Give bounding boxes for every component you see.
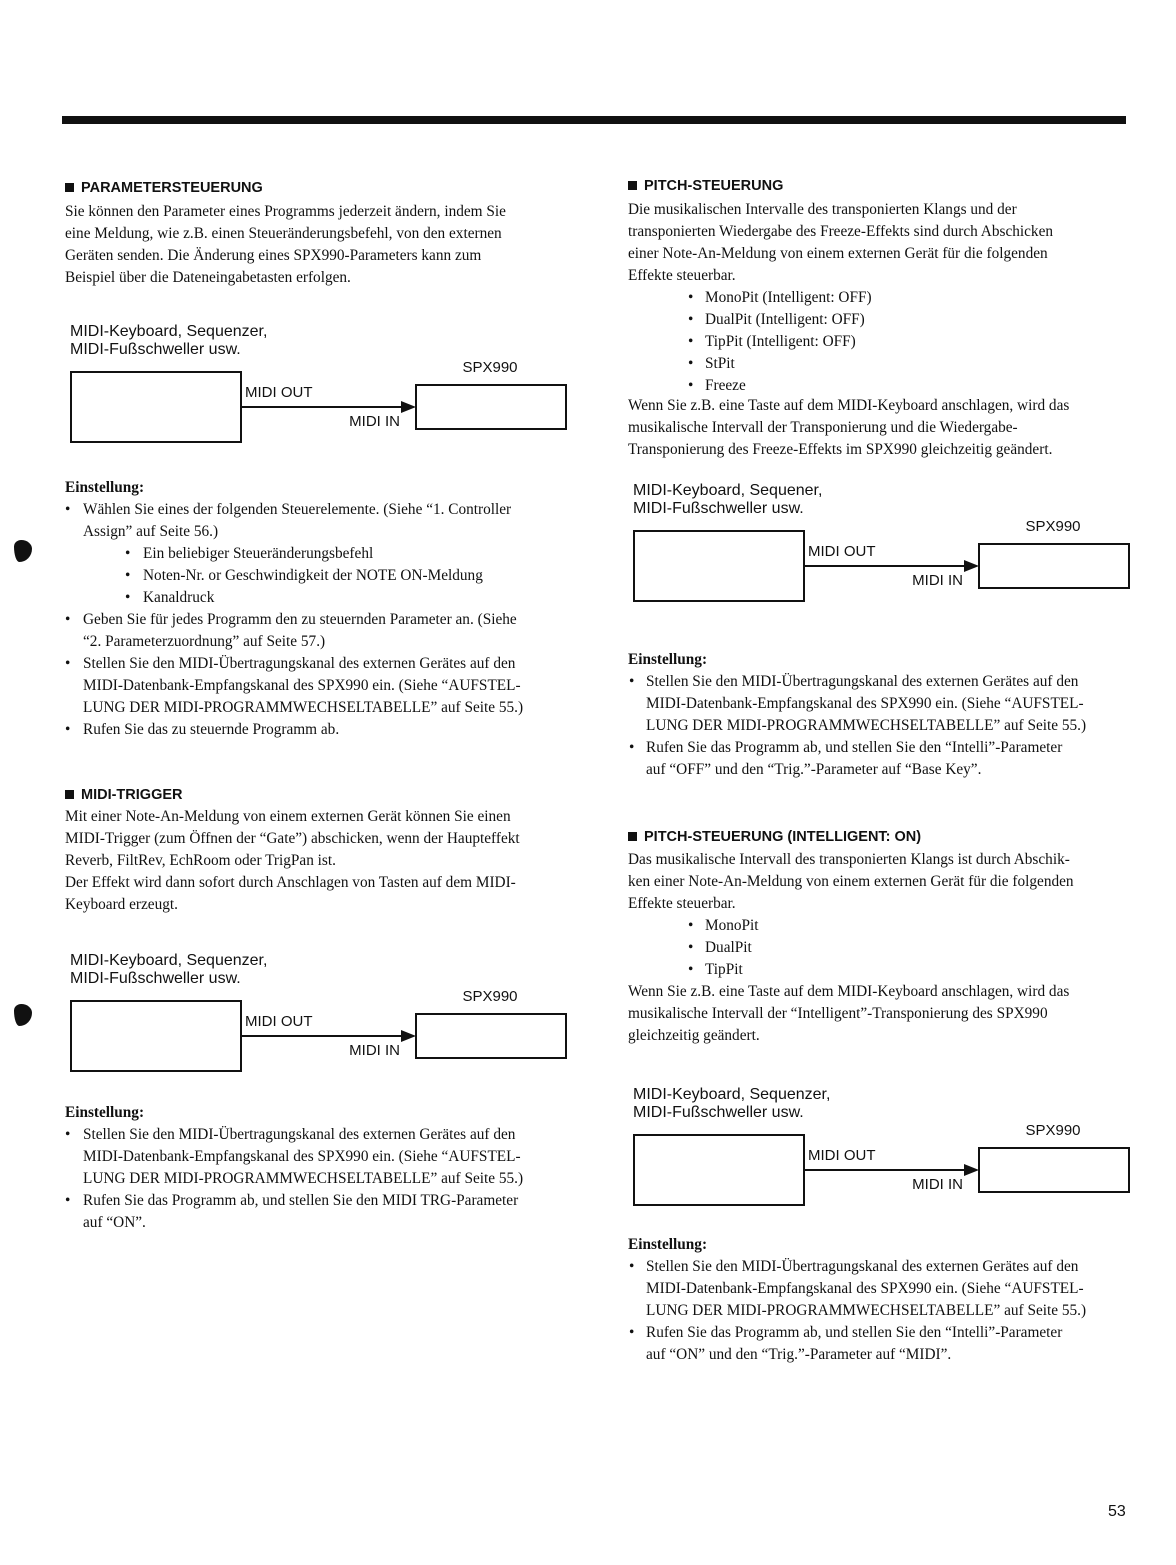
- midi-cable-line: [240, 406, 405, 408]
- list-block: [628, 287, 872, 397]
- bullets-block: [65, 477, 523, 741]
- bullets-block: [628, 1234, 1086, 1366]
- list-item: [628, 353, 872, 375]
- heading-block: [65, 784, 183, 806]
- paragraph-line: Die musikalischen Intervalle des transponierten Klangs und der: [628, 201, 1017, 218]
- spx990-box: [415, 384, 567, 430]
- midi-connection-diagram: [65, 323, 575, 448]
- paragraph-line: Geräten senden. Die Änderung eines SPX990-Parameters kann zum: [65, 247, 482, 264]
- bullet-icon: •: [65, 611, 71, 628]
- list-item-text: MonoPit: [705, 917, 759, 934]
- bullet-text: auf “ON” und den “Trig.”-Parameter auf “MIDI”.: [646, 1346, 952, 1363]
- bullet-text: “2. Parameterzuordnung” auf Seite 57.): [83, 633, 326, 650]
- para-block: [628, 981, 1069, 1047]
- paragraph-line: Der Effekt wird dann sofort durch Anschlagen von Tasten auf dem MIDI-: [65, 874, 516, 891]
- bullet-line: [65, 543, 523, 565]
- paragraph-line: Reverb, FiltRev, EchRoom oder TrigPan ist.: [65, 852, 336, 869]
- paragraph-line: musikalische Intervall der Transponierung und die Wiedergabe-: [628, 419, 1018, 436]
- square-bullet-icon: [65, 790, 74, 799]
- bullet-text: Rufen Sie das Programm ab, und stellen Sie den “Intelli”-Parameter: [646, 739, 1063, 756]
- bullet-text: Rufen Sie das Programm ab, und stellen Sie den MIDI TRG-Parameter: [83, 1192, 519, 1209]
- bullet-icon: •: [65, 1192, 71, 1209]
- bullet-icon: •: [629, 739, 635, 756]
- midi-in-label: MIDI IN: [349, 1042, 400, 1059]
- bullet-icon: •: [688, 355, 694, 372]
- bullet-icon: •: [125, 589, 131, 606]
- paragraph-line: Effekte steuerbar.: [628, 267, 736, 284]
- bullet-text: MIDI-Datenbank-Empfangskanal des SPX990 ein. (Siehe “AUFSTEL-: [83, 1148, 521, 1165]
- bullet-text: Stellen Sie den MIDI-Übertragungskanal des externen Gerätes auf den: [83, 1126, 516, 1143]
- bullet-text: MIDI-Datenbank-Empfangskanal des SPX990 ein. (Siehe “AUFSTEL-: [646, 1280, 1084, 1297]
- bullet-line: [65, 1124, 523, 1146]
- spx990-box: [415, 1013, 567, 1059]
- section-heading: [65, 784, 183, 806]
- bullet-line: [65, 609, 523, 631]
- paragraph-line: gleichzeitig geändert.: [628, 1027, 760, 1044]
- bullet-text: Assign” auf Seite 56.): [83, 523, 219, 540]
- bullets-block: [65, 1102, 523, 1234]
- bullet-text: Rufen Sie das Programm ab, und stellen Sie den “Intelli”-Parameter: [646, 1324, 1063, 1341]
- bullet-icon: •: [688, 333, 694, 350]
- bullet-icon: •: [688, 961, 694, 978]
- bullet-text: Rufen Sie das zu steuernde Programm ab.: [83, 721, 340, 738]
- bullet-line: [65, 1146, 523, 1168]
- paragraph-line: Keyboard erzeugt.: [65, 896, 178, 913]
- spx990-box: [978, 543, 1130, 589]
- paragraph-line: MIDI-Trigger (zum Öffnen der “Gate”) abschicken, wenn der Haupteffekt: [65, 830, 520, 847]
- bullet-icon: •: [688, 377, 694, 394]
- bullet-line: [628, 1256, 1086, 1278]
- midi-out-label: MIDI OUT: [245, 384, 313, 401]
- midi-in-label: MIDI IN: [912, 1176, 963, 1193]
- bullet-line: [628, 715, 1086, 737]
- heading-text: PITCH-STEUERUNG: [644, 178, 784, 194]
- para-block: [628, 849, 1074, 915]
- square-bullet-icon: [628, 181, 637, 190]
- arrow-right-icon: [401, 401, 416, 413]
- heading-block: [628, 175, 783, 197]
- bullet-icon: •: [629, 1324, 635, 1341]
- bullet-line: [65, 653, 523, 675]
- midi-in-label: MIDI IN: [349, 413, 400, 430]
- header-rule: [62, 116, 1126, 124]
- bullet-line: [628, 1322, 1086, 1344]
- bullets-block: [628, 649, 1086, 781]
- paragraph-line: Transponierung des Freeze-Effekts im SPX990 gleichzeitig geändert.: [628, 441, 1053, 458]
- bullet-line: [628, 737, 1086, 759]
- source-device-label: MIDI-Fußschweller usw.: [70, 341, 241, 358]
- spx990-label: SPX990: [1025, 1122, 1081, 1139]
- bullet-text: MIDI-Datenbank-Empfangskanal des SPX990 ein. (Siehe “AUFSTEL-: [646, 695, 1084, 712]
- list-item: [628, 959, 759, 981]
- bullet-line: [628, 671, 1086, 693]
- bullet-icon: •: [125, 545, 131, 562]
- heading-block: [65, 177, 263, 199]
- bullet-icon: •: [688, 917, 694, 934]
- midi-connection-diagram: [628, 1086, 1138, 1211]
- source-device-box: [633, 530, 805, 602]
- bullet-line: [65, 521, 523, 543]
- square-bullet-icon: [628, 832, 637, 841]
- list-item-text: Freeze: [705, 377, 746, 394]
- paragraph-line: Wenn Sie z.B. eine Taste auf dem MIDI-Keyboard anschlagen, wird das: [628, 397, 1070, 414]
- settings-heading: Einstellung:: [628, 651, 708, 668]
- source-device-box: [633, 1134, 805, 1206]
- midi-connection-diagram: [65, 952, 575, 1077]
- bullet-text: Kanaldruck: [143, 589, 215, 606]
- source-device-box: [70, 371, 242, 443]
- heading-text: PITCH-STEUERUNG (INTELLIGENT: ON): [644, 829, 922, 845]
- paragraph-line: Beispiel über die Dateneingabetasten erfolgen.: [65, 269, 351, 286]
- bullet-text: LUNG DER MIDI-PROGRAMMWECHSELTABELLE” auf Seite 55.): [646, 717, 1087, 734]
- bullet-line: [65, 1212, 523, 1234]
- bullet-icon: •: [688, 289, 694, 306]
- midi-cable-line: [803, 565, 968, 567]
- list-item: [628, 915, 759, 937]
- midi-out-label: MIDI OUT: [245, 1013, 313, 1030]
- para-block: [628, 395, 1069, 461]
- list-item-text: StPit: [705, 355, 735, 372]
- bullet-icon: •: [125, 567, 131, 584]
- list-item-text: DualPit (Intelligent: OFF): [705, 311, 865, 328]
- paragraph-line: Mit einer Note-An-Meldung von einem externen Gerät können Sie einen: [65, 808, 511, 825]
- bullet-icon: •: [629, 1258, 635, 1275]
- source-device-label: MIDI-Keyboard, Sequenzer,: [70, 952, 268, 969]
- spx990-box: [978, 1147, 1130, 1193]
- midi-cable-line: [240, 1035, 405, 1037]
- bullet-text: LUNG DER MIDI-PROGRAMMWECHSELTABELLE” auf Seite 55.): [646, 1302, 1087, 1319]
- arrow-right-icon: [964, 560, 979, 572]
- list-item: [628, 309, 872, 331]
- bullet-line: [65, 499, 523, 521]
- midi-out-label: MIDI OUT: [808, 543, 876, 560]
- spx990-label: SPX990: [462, 359, 518, 376]
- heading-text: MIDI-TRIGGER: [81, 787, 183, 803]
- bullet-text: auf “ON”.: [83, 1214, 146, 1231]
- section-heading: [628, 175, 783, 197]
- bullet-text: LUNG DER MIDI-PROGRAMMWECHSELTABELLE” auf Seite 55.): [83, 699, 524, 716]
- bullet-text: Wählen Sie eines der folgenden Steuerelemente. (Siehe “1. Controller: [83, 501, 512, 518]
- section-heading: [65, 177, 263, 199]
- bullet-icon: •: [65, 655, 71, 672]
- list-item-text: DualPit: [705, 939, 752, 956]
- bullet-line: [628, 1344, 1086, 1366]
- source-device-label: MIDI-Keyboard, Sequener,: [633, 482, 823, 499]
- scan-mark-icon: [14, 1004, 32, 1026]
- paragraph-line: einer Note-An-Meldung von einem externen Gerät für die folgenden: [628, 245, 1048, 262]
- list-block: [628, 915, 759, 981]
- bullet-text: auf “OFF” und den “Trig.”-Parameter auf “Base Key”.: [646, 761, 982, 778]
- bullet-line: [65, 565, 523, 587]
- bullet-text: Ein beliebiger Steueränderungsbefehl: [143, 545, 374, 562]
- midi-out-label: MIDI OUT: [808, 1147, 876, 1164]
- para-block: [65, 806, 520, 916]
- list-item-text: TipPit (Intelligent: OFF): [705, 333, 856, 350]
- section-heading: [628, 826, 921, 848]
- bullet-line: [65, 1190, 523, 1212]
- bullet-line: [628, 693, 1086, 715]
- heading-text: PARAMETERSTEUERUNG: [81, 180, 263, 196]
- list-item: [628, 331, 872, 353]
- source-device-box: [70, 1000, 242, 1072]
- bullet-line: [65, 675, 523, 697]
- bullet-line: [65, 719, 523, 741]
- bullet-text: Stellen Sie den MIDI-Übertragungskanal des externen Gerätes auf den: [83, 655, 516, 672]
- bullet-line: [65, 587, 523, 609]
- bullet-icon: •: [65, 501, 71, 518]
- list-item: [628, 375, 872, 397]
- arrow-right-icon: [964, 1164, 979, 1176]
- bullet-text: LUNG DER MIDI-PROGRAMMWECHSELTABELLE” auf Seite 55.): [83, 1170, 524, 1187]
- bullet-icon: •: [65, 1126, 71, 1143]
- page-number: 53: [1108, 1503, 1126, 1520]
- bullet-text: Noten-Nr. or Geschwindigkeit der NOTE ON-Meldung: [143, 567, 483, 584]
- midi-in-label: MIDI IN: [912, 572, 963, 589]
- list-item: [628, 287, 872, 309]
- bullet-line: [628, 759, 1086, 781]
- settings-heading: Einstellung:: [65, 1104, 145, 1121]
- bullet-text: MIDI-Datenbank-Empfangskanal des SPX990 ein. (Siehe “AUFSTEL-: [83, 677, 521, 694]
- heading-block: [628, 826, 921, 848]
- bullet-icon: •: [688, 311, 694, 328]
- bullet-line: [628, 1300, 1086, 1322]
- square-bullet-icon: [65, 183, 74, 192]
- bullet-line: [65, 697, 523, 719]
- bullet-line: [65, 1168, 523, 1190]
- para-block: [65, 201, 506, 289]
- source-device-label: MIDI-Fußschweller usw.: [70, 970, 241, 987]
- paragraph-line: eine Meldung, wie z.B. einen Steueränderungsbefehl, von den externen: [65, 225, 502, 242]
- para-block: [628, 199, 1053, 287]
- paragraph-line: ken einer Note-An-Meldung von einem externen Gerät für die folgenden: [628, 873, 1074, 890]
- paragraph-line: Effekte steuerbar.: [628, 895, 736, 912]
- midi-cable-line: [803, 1169, 968, 1171]
- paragraph-line: transponierten Wiedergabe des Freeze-Effekts sind durch Abschicken: [628, 223, 1054, 240]
- source-device-label: MIDI-Keyboard, Sequenzer,: [70, 323, 268, 340]
- bullet-line: [65, 631, 523, 653]
- settings-heading: Einstellung:: [628, 1236, 708, 1253]
- list-item-text: MonoPit (Intelligent: OFF): [705, 289, 872, 306]
- source-device-label: MIDI-Fußschweller usw.: [633, 1104, 804, 1121]
- paragraph-line: Wenn Sie z.B. eine Taste auf dem MIDI-Keyboard anschlagen, wird das: [628, 983, 1070, 1000]
- source-device-label: MIDI-Keyboard, Sequenzer,: [633, 1086, 831, 1103]
- list-item: [628, 937, 759, 959]
- paragraph-line: musikalische Intervall der “Intelligent”-Transponierung des SPX990: [628, 1005, 1048, 1022]
- spx990-label: SPX990: [462, 988, 518, 1005]
- list-item-text: TipPit: [705, 961, 743, 978]
- bullet-line: [628, 1278, 1086, 1300]
- arrow-right-icon: [401, 1030, 416, 1042]
- scan-mark-icon: [14, 540, 32, 562]
- spx990-label: SPX990: [1025, 518, 1081, 535]
- bullet-icon: •: [688, 939, 694, 956]
- bullet-icon: •: [65, 721, 71, 738]
- paragraph-line: Sie können den Parameter eines Programms jederzeit ändern, indem Sie: [65, 203, 506, 220]
- source-device-label: MIDI-Fußschweller usw.: [633, 500, 804, 517]
- settings-heading: Einstellung:: [65, 479, 145, 496]
- bullet-text: Stellen Sie den MIDI-Übertragungskanal des externen Gerätes auf den: [646, 1258, 1079, 1275]
- paragraph-line: Das musikalische Intervall des transponierten Klangs ist durch Abschik-: [628, 851, 1070, 868]
- midi-connection-diagram: [628, 482, 1138, 607]
- bullet-icon: •: [629, 673, 635, 690]
- bullet-text: Geben Sie für jedes Programm den zu steuernden Parameter an. (Siehe: [83, 611, 517, 628]
- bullet-text: Stellen Sie den MIDI-Übertragungskanal des externen Gerätes auf den: [646, 673, 1079, 690]
